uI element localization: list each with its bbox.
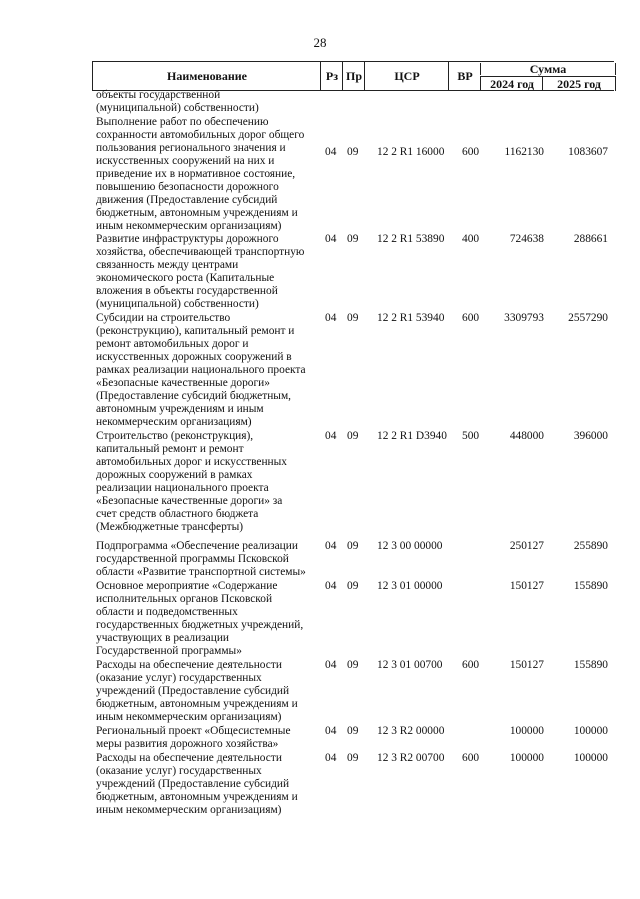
- row-sum-2025: 155890: [573, 580, 608, 592]
- row-rz: 04: [325, 312, 337, 324]
- header-year-2025: 2025 год: [542, 76, 616, 91]
- header-csr: ЦСР: [364, 62, 449, 90]
- row-name: Региональный проект «Общесистемные меры развития дорожного хозяйства»: [96, 725, 291, 750]
- table-row: [0, 233, 640, 312]
- row-rz: 04: [325, 233, 337, 245]
- row-sum-2024: 150127: [509, 580, 544, 592]
- table-row: [0, 89, 640, 116]
- row-name: Выполнение работ по обеспечению сохранности автомобильных дорог общего пользования регионального значения и искусственных сооружений на них и приведение их в нормативное состояние, повышению безопасности дорожного движения (Предоставление субсидий бюджетным, автономным учреждениям и иным некоммерческим организациям): [96, 116, 305, 232]
- row-sum-2025: 396000: [573, 430, 608, 442]
- row-sum-2024: 100000: [509, 752, 544, 764]
- row-rz: 04: [325, 725, 337, 737]
- row-sum-2024: 448000: [509, 430, 544, 442]
- row-csr: 12 2 R1 53890: [377, 233, 445, 245]
- row-csr: 12 2 R1 16000: [377, 146, 445, 158]
- table-row: [0, 430, 640, 540]
- header-vr: ВР: [448, 62, 481, 90]
- row-pr: 09: [347, 580, 359, 592]
- row-vr: 500: [462, 430, 480, 442]
- row-pr: 09: [347, 233, 359, 245]
- row-sum-2024: 100000: [509, 725, 544, 737]
- row-csr: 12 2 R1 53940: [377, 312, 445, 324]
- row-sum-2025: 155890: [573, 659, 608, 671]
- row-sum-2025: 2557290: [568, 312, 608, 324]
- row-sum-2025: 1083607: [568, 146, 608, 158]
- row-pr: 09: [347, 752, 359, 764]
- row-rz: 04: [325, 580, 337, 592]
- row-pr: 09: [347, 146, 359, 158]
- row-csr: 12 3 00 00000: [377, 540, 443, 552]
- row-pr: 09: [347, 659, 359, 671]
- row-vr: 400: [462, 233, 480, 245]
- row-csr: 12 3 R2 00700: [377, 752, 445, 764]
- row-csr: 12 2 R1 D3940: [377, 430, 447, 442]
- row-sum-2025: 100000: [573, 725, 608, 737]
- table-row: [0, 659, 640, 725]
- row-name: Подпрограмма «Обеспечение реализации государственной программы Псковской области «Развитие транспортной системы»: [96, 540, 306, 578]
- row-name: Основное мероприятие «Содержание исполнительных органов Псковской области и подведомственных государственных бюджетных учреждений, участвующих в реализации Государственной программы»: [96, 580, 304, 657]
- row-pr: 09: [347, 430, 359, 442]
- row-rz: 04: [325, 659, 337, 671]
- row-rz: 04: [325, 752, 337, 764]
- table-row: [0, 116, 640, 233]
- row-sum-2025: 255890: [573, 540, 608, 552]
- header-sum: Сумма: [480, 63, 616, 75]
- row-pr: 09: [347, 312, 359, 324]
- row-rz: 04: [325, 146, 337, 158]
- row-rz: 04: [325, 540, 337, 552]
- table-row: [0, 752, 640, 818]
- row-rz: 04: [325, 430, 337, 442]
- row-sum-2024: 3309793: [504, 312, 544, 324]
- row-csr: 12 3 R2 00000: [377, 725, 445, 737]
- row-name: Субсидии на строительство (реконструкцию), капитальный ремонт и ремонт автомобильных дорог и искусственных дорожных сооружений в рамках реализации национального проекта «Безопасные качественные дороги» (Предоставление субсидий бюджетным, автономным учреждениям и иным некоммерческим организациям): [96, 312, 306, 428]
- row-sum-2024: 250127: [509, 540, 544, 552]
- row-sum-2025: 100000: [573, 752, 608, 764]
- row-pr: 09: [347, 540, 359, 552]
- table-body: [0, 90, 640, 818]
- table-row: [0, 540, 640, 580]
- row-sum-2025: 288661: [573, 233, 608, 245]
- header-year-2024: 2024 год: [480, 76, 543, 91]
- row-csr: 12 3 01 00000: [377, 580, 443, 592]
- row-vr: 600: [462, 659, 480, 671]
- row-csr: 12 3 01 00700: [377, 659, 443, 671]
- page-number: 28: [313, 35, 327, 50]
- row-vr: 600: [462, 146, 480, 158]
- header-pr: Пр: [342, 62, 365, 90]
- row-sum-2024: 150127: [509, 659, 544, 671]
- table-row: [0, 312, 640, 430]
- header-rz: Рз: [320, 62, 343, 90]
- row-pr: 09: [347, 725, 359, 737]
- row-name: Развитие инфраструктуры дорожного хозяйства, обеспечивающей транспортную связанность между центрами экономического роста (Капитальные вложения в объекты государственной (муниципальной) собственности): [96, 233, 305, 310]
- row-name: объекты государственной (муниципальной) собственности): [96, 89, 259, 114]
- table-header: [92, 61, 614, 91]
- table-row: [0, 580, 640, 659]
- row-name: Расходы на обеспечение деятельности (оказание услуг) государственных учреждений (Предоставление субсидий бюджетным, автономным учреждениям и иным некоммерческим организациям): [96, 659, 298, 723]
- row-vr: 600: [462, 312, 480, 324]
- row-vr: 600: [462, 752, 480, 764]
- row-sum-2024: 1162130: [504, 146, 544, 158]
- header-name: Наименование: [92, 62, 321, 90]
- table-row: [0, 725, 640, 752]
- row-name: Расходы на обеспечение деятельности (оказание услуг) государственных учреждений (Предоставление субсидий бюджетным, автономным учреждениям и иным некоммерческим организациям): [96, 752, 298, 816]
- row-sum-2024: 724638: [509, 233, 544, 245]
- row-name: Строительство (реконструкция), капитальный ремонт и ремонт автомобильных дорог и искусственных дорожных сооружений в рамках реализации национального проекта «Безопасные качественные дороги» за счет средств областного бюджета (Межбюджетные трансферты): [96, 430, 287, 533]
